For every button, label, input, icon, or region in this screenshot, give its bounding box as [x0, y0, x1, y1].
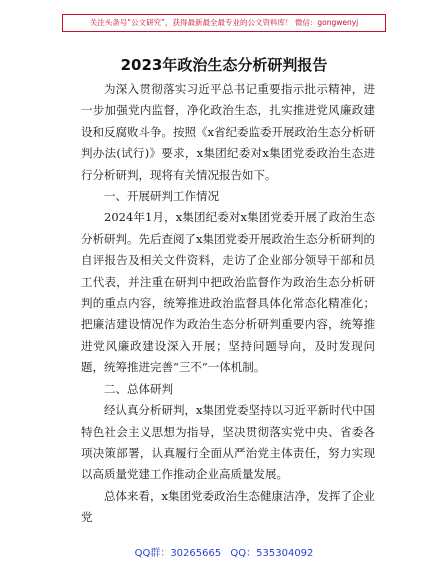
section-2-paragraph-cont: 总体来看，x集团党委政治生态健康洁净，发挥了企业党 [81, 488, 375, 525]
footer-contacts [0, 544, 448, 559]
intro-paragraph: 为深入贯彻落实习近平总书记重要指示批示精神，进一步加强党内监督，净化政治生态，扎实推进党风廉政建设和反腐败斗争。按照《x省纪委监委开展政治生态分析研判办法(试行)》要求，x集团纪委对x集团党委政治生态进行分析研判，现将有关情况报告如下。 [81, 82, 375, 182]
section-heading-1: 一、开展研判工作情况 [104, 189, 219, 204]
document-title: 2023年政治生态分析研判报告 [120, 56, 328, 74]
section-1-paragraph: 2024年1月，x集团纪委对x集团党委开展了政治生态分析研判。先后查阅了x集团党委开展政治生态分析研判的自评报告及相关文件资料，走访了企业部分领导干部和员工代表，并注重在研判中把政治监督作为政治生态分析研判的重点内容，统筹推进政治监督具体化常态化精准化；把廉洁建设情况作为政治生态分析研判重要内容，统筹推进党风廉政建设深入开展；坚持问题导向，及时发现问题，统筹推进完善“三不”一体机制。 [81, 210, 375, 375]
promo-banner: 关注头条号“公文研究”，获得最新最全最专业的公文资料库！ 微信：gongwenyj [62, 14, 386, 32]
qq-group-text: QQ群：30265665 [134, 548, 222, 559]
qq-number-text: QQ：535304092 [230, 548, 314, 559]
section-heading-2: 二、总体研判 [104, 381, 173, 396]
document-body [81, 79, 375, 529]
section-2-paragraph: 经认真分析研判，x集团党委坚持以习近平新时代中国特色社会主义思想为指导，坚决贯彻落实党中央、省委各项决策部署，认真履行全面从严治党主体责任，努力实现以高质量党建工作推动企业高质量发展。 [81, 403, 375, 482]
